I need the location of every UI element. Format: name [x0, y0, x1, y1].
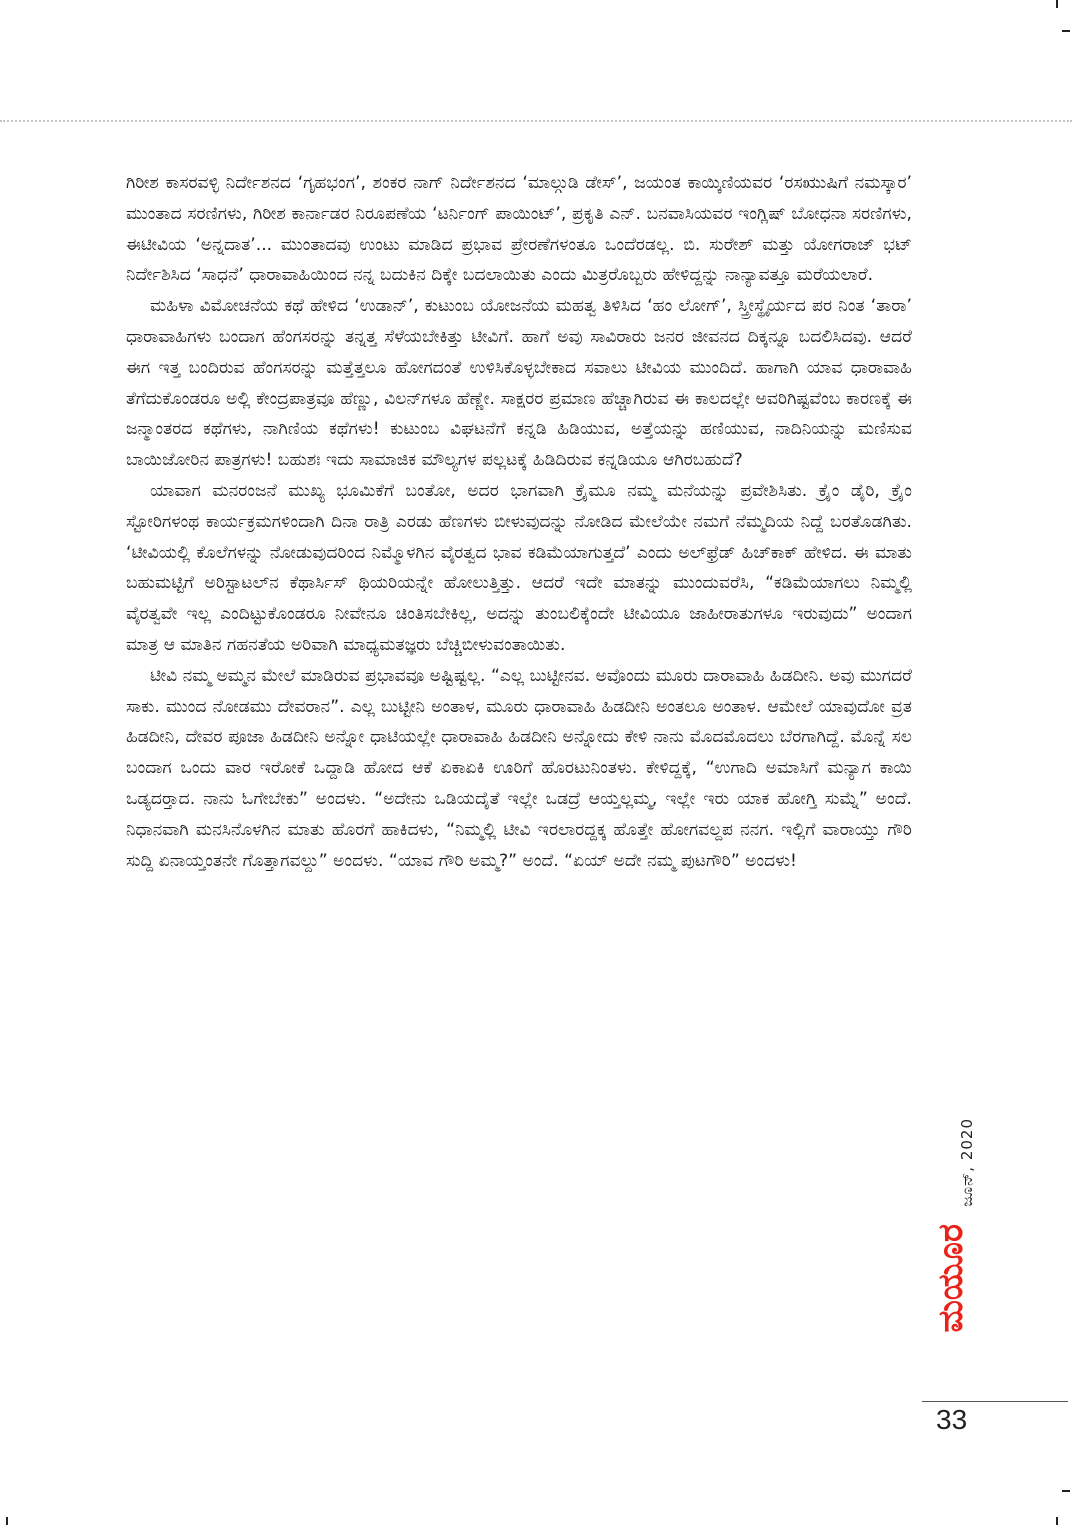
- crop-mark: [1062, 30, 1070, 32]
- magazine-masthead: ಮಯೂರ: [931, 1224, 971, 1333]
- crop-mark: [1056, 0, 1058, 8]
- page-number: 33: [936, 1404, 968, 1435]
- header-dotted-rule: [0, 120, 1072, 122]
- article-paragraph: ಗಿರೀಶ ಕಾಸರವಳ್ಳಿ ನಿರ್ದೇಶನದ ‘ಗೃಹಭಂಗ’, ಶಂಕರ ನಾಗ್ ನಿರ್ದೇಶನದ ‘ಮಾಲ್ಗುಡಿ ಡೇಸ್’, ಜಯಂತ ಕಾಯ್ಕಿಣಿಯವರ ‘ರಸಋುಷಿಗೆ ನಮಸ್ಕಾರ’ ಮುಂತಾದ ಸರಣಿಗಳು, ಗಿರೀಶ ಕಾರ್ನಾಡರ ನಿರೂಪಣೆಯ ‘ಟರ್ನಿಂಗ್ ಪಾಯಿಂಟ್’, ಪ್ರಕೃತಿ ಎನ್. ಬನವಾಸಿಯವರ ಇಂಗ್ಲಿಷ್ ಬೋಧನಾ ಸರಣಿಗಳು, ಈಟೀವಿಯ ‘ಅನ್ನದಾತ’... ಮುಂತಾದವು ಉಂಟು ಮಾಡಿದ ಪ್ರಭಾವ ಪ್ರೇರಣೆಗಳಂತೂ ಒಂದೆರಡಲ್ಲ. ಬಿ. ಸುರೇಶ್ ಮತ್ತು ಯೋಗರಾಜ್ ಭಟ್ ನಿರ್ದೇಶಿಸಿದ ‘ಸಾಧನೆ’ ಧಾರಾವಾಹಿಯಿಂದ ನನ್ನ ಬದುಕಿನ ದಿಕ್ಕೇ ಬದಲಾಯಿತು ಎಂದು ಮಿತ್ರರೊಬ್ಬರು ಹೇಳಿದ್ದನ್ನು ನಾನ್ಯಾವತ್ತೂ ಮರೆಯಲಾರೆ.: [126, 173, 912, 286]
- crop-mark: [1062, 1490, 1070, 1492]
- article-paragraph: ಟೀವಿ ನಮ್ಮ ಅಮ್ಮನ ಮೇಲೆ ಮಾಡಿರುವ ಪ್ರಭಾವವೂ ಅಷ್ಟಿಷ್ಟಲ್ಲ. “ಎಲ್ಲ ಬುಟ್ಟೀನವ. ಅವೊಂದು ಮೂರು ದಾರಾವಾಹಿ ಹಿಡದೀನಿ. ಅವು ಮುಗದರೆ ಸಾಕು. ಮುಂದ ನೋಡಮು ದೇವರಾನ”. ಎಲ್ಲ ಬುಟ್ಟೀನಿ ಅಂತಾಳ, ಮೂರು ಧಾರಾವಾಹಿ ಹಿಡದೀನಿ ಅಂತಲೂ ಅಂತಾಳ. ಆಮೇಲೆ ಯಾವುದೋ ವ್ರತ ಹಿಡದೀನಿ, ದೇವರ ಪೂಜಾ ಹಿಡದೀನಿ ಅನ್ನೋ ಧಾಟಿಯಲ್ಲೇ ಧಾರಾವಾಹಿ ಹಿಡದೀನಿ ಅನ್ನೋದು ಕೇಳಿ ನಾನು ಮೊದಮೊದಲು ಬೆರಗಾಗಿದ್ದೆ. ಮೊನ್ನೆ ಸಲ ಬಂದಾಗ ಒಂದು ವಾರ ಇರೋಕೆ ಒದ್ದಾಡಿ ಹೋದ ಆಕೆ ಏಕಾಏಕಿ ಊರಿಗೆ ಹೊರಟುನಿಂತಳು. ಕೇಳಿದ್ದಕ್ಕೆ, “ಉಗಾದಿ ಅಮಾಸಿಗೆ ಮನ್ಯಾಗ ಕಾಯಿ ಒಡ್ಯದರ‍್ತಾದ. ನಾನು ಓಗೇಬೇಕು” ಅಂದಳು. “ಅದೇನು ಒಡಿಯದೈತೆ ಇಲ್ಲೇ ಒಡದ್ರೆ ಆಯ್ತಲ್ಲಮ್ಮ, ಇಲ್ಲೇ ಇರು ಯಾಕ ಹೋಗ್ತಿ ಸುಮ್ನೆ” ಅಂದೆ. ನಿಧಾನವಾಗಿ ಮನಸಿನೊಳಗಿನ ಮಾತು ಹೊರಗೆ ಹಾಕಿದಳು, “ನಿಮ್ಮಲ್ಲಿ ಟೀವಿ ಇರಲಾರದ್ದಕ್ಕ ಹೊತ್ತೇ ಹೋಗವಲ್ದಪ ನನಗ. ಇಲ್ಲಿಗೆ ವಾರಾಯ್ತು ಗೌರಿ ಸುದ್ದಿ ಏನಾಯ್ತಂತನೇ ಗೊತ್ತಾಗವಲ್ದು” ಅಂದಳು. “ಯಾವ ಗೌರಿ ಅಮ್ಮ?” ಅಂದೆ. “ಏಯ್ ಅದೇ ನಮ್ಮ ಪುಟಗೌರಿ” ಅಂದಳು!: [126, 665, 912, 871]
- crop-mark: [1056, 1517, 1058, 1525]
- article-paragraph: ಯಾವಾಗ ಮನರಂಜನೆ ಮುಖ್ಯ ಭೂಮಿಕೆಗೆ ಬಂತೋ, ಅದರ ಭಾಗವಾಗಿ ಕ್ರೈಮೂ ನಮ್ಮ ಮನೆಯನ್ನು ಪ್ರವೇಶಿಸಿತು. ಕ್ರೈಂ ಡೈರಿ, ಕ್ರೈಂ ಸ್ಟೋರಿಗಳಂಥ ಕಾರ್ಯಕ್ರಮಗಳಿಂದಾಗಿ ದಿನಾ ರಾತ್ರಿ ಎರಡು ಹೆಣಗಳು ಬೀಳುವುದನ್ನು ನೋಡಿದ ಮೇಲೆಯೇ ನಮಗೆ ನೆಮ್ಮದಿಯ ನಿದ್ದೆ ಬರತೊಡಗಿತು. ‘ಟೀವಿಯಲ್ಲಿ ಕೊಲೆಗಳನ್ನು ನೋಡುವುದರಿಂದ ನಿಮ್ಮೊಳಗಿನ ವೈರತ್ವದ ಭಾವ ಕಡಿಮೆಯಾಗುತ್ತದೆ’ ಎಂದು ಅಲ್‌ಫ್ರೆಡ್ ಹಿಚ್‌ಕಾಕ್ ಹೇಳಿದ. ಈ ಮಾತು ಬಹುಮಟ್ಟಿಗೆ ಅರಿಸ್ಟಾಟಲ್‌ನ ಕೆಥಾರ್ಸಿಸ್ ಥಿಯರಿಯನ್ನೇ ಹೋಲುತ್ತಿತ್ತು. ಆದರೆ ಇದೇ ಮಾತನ್ನು ಮುಂದುವರೆಸಿ, “ಕಡಿಮೆಯಾಗಲು ನಿಮ್ಮಲ್ಲಿ ವೈರತ್ವವೇ ಇಲ್ಲ ಎಂದಿಟ್ಟುಕೊಂಡರೂ ನೀವೇನೂ ಚಿಂತಿಸಬೇಕಿಲ್ಲ, ಅದನ್ನು ತುಂಬಲಿಕ್ಕೆಂದೇ ಟೀವಿಯೂ ಜಾಹೀರಾತುಗಳೂ ಇರುವುದು” ಅಂದಾಗ ಮಾತ್ರ ಆ ಮಾತಿನ ಗಹನತೆಯ ಅರಿವಾಗಿ ಮಾಧ್ಯಮತಜ್ಞರು ಬೆಚ್ಚಿಬೀಳುವಂತಾಯಿತು.: [126, 480, 912, 655]
- issue-date: ಜೂನ್, 2020: [958, 1118, 976, 1207]
- folio-rule: [922, 1401, 1068, 1402]
- article-body: [126, 168, 912, 876]
- article-paragraph: ಮಹಿಳಾ ವಿಮೋಚನೆಯ ಕಥೆ ಹೇಳಿದ ‘ಉಡಾನ್’, ಕುಟುಂಬ ಯೋಜನೆಯ ಮಹತ್ವ ತಿಳಿಸಿದ ‘ಹಂ ಲೋಗ್’, ಸ್ತ್ರೀಸ್ಥೈರ್ಯದ ಪರ ನಿಂತ ‘ತಾರಾ’ ಧಾರಾವಾಹಿಗಳು ಬಂದಾಗ ಹೆಂಗಸರನ್ನು ತನ್ನತ್ತ ಸೆಳೆಯಬೇಕಿತ್ತು ಟೀವಿಗೆ. ಹಾಗೆ ಅವು ಸಾವಿರಾರು ಜನರ ಜೀವನದ ದಿಕ್ಕನ್ನೂ ಬದಲಿಸಿದವು. ಆದರೆ ಈಗ ಇತ್ತ ಬಂದಿರುವ ಹೆಂಗಸರನ್ನು ಮತ್ತೆತ್ತಲೂ ಹೋಗದಂತೆ ಉಳಿಸಿಕೊಳ್ಳಬೇಕಾದ ಸವಾಲು ಟೀವಿಯ ಮುಂದಿದೆ. ಹಾಗಾಗಿ ಯಾವ ಧಾರಾವಾಹಿ ತೆಗೆದುಕೊಂಡರೂ ಅಲ್ಲಿ ಕೇಂದ್ರಪಾತ್ರವೂ ಹೆಣ್ಣು, ವಿಲನ್‌ಗಳೂ ಹೆಣ್ಣೇ. ಸಾಕ್ಷರರ ಪ್ರಮಾಣ ಹೆಚ್ಚಾಗಿರುವ ಈ ಕಾಲದಲ್ಲೇ ಅವರಿಗಿಷ್ಟವೆಂಬ ಕಾರಣಕ್ಕೆ ಈ ಜನ್ಮಾಂತರದ ಕಥೆಗಳು, ನಾಗಿಣಿಯ ಕಥೆಗಳು! ಕುಟುಂಬ ವಿಘಟನೆಗೆ ಕನ್ನಡಿ ಹಿಡಿಯುವ, ಅತ್ತೆಯನ್ನು ಹಣಿಯುವ, ನಾದಿನಿಯನ್ನು ಮಣಿಸುವ ಬಾಯಿಜೋರಿನ ಪಾತ್ರಗಳು! ಬಹುಶಃ ಇದು ಸಾಮಾಜಿಕ ಮೌಲ್ಯಗಳ ಪಲ್ಲಟಕ್ಕೆ ಹಿಡಿದಿರುವ ಕನ್ನಡಿಯೂ ಆಗಿರಬಹುದೆ?: [126, 296, 912, 471]
- crop-mark: [6, 1517, 8, 1525]
